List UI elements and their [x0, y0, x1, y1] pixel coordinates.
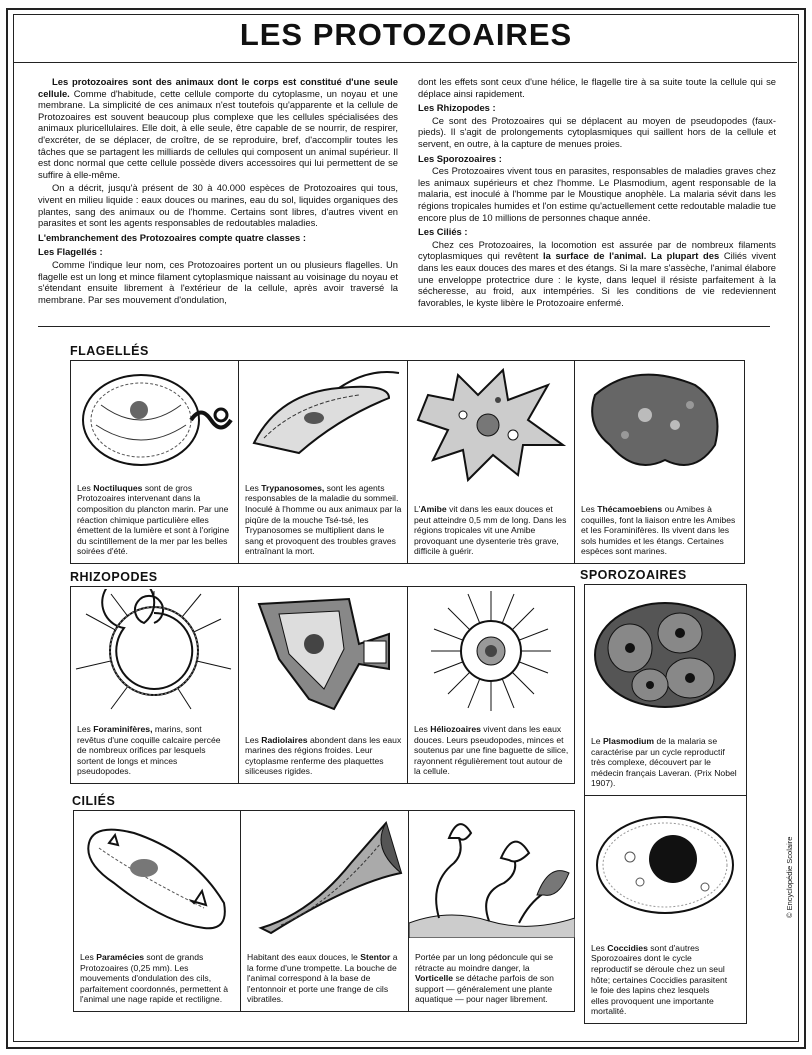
card-noctiluques	[71, 361, 238, 563]
intro-left-column	[38, 76, 398, 307]
card-foraminiferes	[71, 587, 238, 783]
cilies-paragraph-a: Chez ces Protozoaires, la locomotion est assurée par de nombreux filaments cytoplasmiques qui revêtent	[418, 238, 776, 262]
sporozoaires-heading: Les Sporozoaires :	[418, 152, 502, 164]
card-trypanosomes	[238, 361, 408, 563]
section-title-sporozoaires: SPOROZOAIRES	[580, 568, 687, 582]
stentor-illustration	[241, 813, 409, 938]
card-vorticelle	[408, 811, 575, 1011]
section-title-cilies: CILIÉS	[72, 794, 116, 808]
card-heliozoaires	[407, 587, 575, 783]
card-radiolaires	[238, 587, 408, 783]
intro-lead-rest: Comme d'habitude, cette cellule comporte du cytoplasme, un noyau et une membrane. La simplicité de ces animaux n'est toutefois qu'apparente et la cellule de Protozoaires est souvent beaucoup plus complexe que les cellules spécialisées des animaux pluricellulaires. Elle doit, à elle seule, être capable de se nourrir, de respirer, d'excréter, de se déplacer, de croître, de se reproduire, bref, d'accomplir toutes les tâches que se partagent les milliards de cellules qui composent un animal supérieur. Il est donc normal que cette cellule possède divers accessoires qui lui permettent de se suffire à elle-même.	[38, 87, 398, 180]
thecamoebien-illustration	[575, 365, 745, 480]
flagelles-paragraph-cont: dont les effets sont ceux d'une hélice, le flagelle tire à sa suite toute la cellule qui se déplace ainsi rapidement.	[418, 76, 776, 99]
foraminifere-illustration	[71, 589, 238, 714]
card-coccidies	[585, 795, 746, 1023]
intro-lead-bold: Les protozoaires sont des animaux dont le corps est constitué d'une seule cellule.	[38, 76, 398, 99]
section-title-rhizopodes: RHIZOPODES	[70, 570, 158, 584]
title-divider	[13, 62, 797, 63]
intro-paragraph-2: On a décrit, jusqu'à présent de 30 à 40.000 espèces de Protozoaires qui tous, vivent en milieu liquide : eaux douces ou marines, eau du sol, liquides organiques des plantes, sang des animaux ou de l'homme. Certains sont libres, d'autres vivent en parasites et sont les agents responsables de redoutables maladies.	[38, 182, 398, 229]
plasmodium-illustration	[585, 593, 746, 723]
section-title-flagelles: FLAGELLÉS	[70, 344, 149, 358]
card-plasmodium	[585, 585, 746, 796]
caption-coccidies: Les Coccidies sont d'autres Sporozoaires dont le cycle reproductif se déroule chez un seul hôte; certaines Coccidies parasitent le foie des lapins chez lesquels elles provoquent une importante mortalité.	[591, 942, 728, 1017]
paramecie-illustration	[74, 813, 240, 938]
cilies-heading: Les Ciliés :	[418, 226, 468, 238]
intro-paragraph-1	[38, 76, 398, 180]
sporozoaires-paragraph: Ces Protozoaires vivent tous en parasites, responsables de maladies graves chez les animaux supérieurs et chez l'homme. Le Plasmodium, agent responsable de la malaria, est inoculé à l'homme par le Moustique anophèle. La malaria sévit dans les régions tropicales humides et l'on estime qu'actuellement cette redoutable maladie tue encore plus de 10 millions de personnes chaque année.	[418, 165, 776, 223]
coccidie-illustration	[585, 807, 746, 927]
card-amibe	[407, 361, 575, 563]
caption-thecamoebiens: Les Thécamoebiens ou Amibes à coquilles, font la liaison entre les Amibes et les Foraminifères. Ils vivent dans les sols humides et les étangs. Certaines espèces sont marines.	[581, 504, 736, 557]
noctiluque-illustration	[71, 365, 238, 475]
cilies-paragraph-b: Ciliés vivent dans les eaux douces des mares et des étangs. Si la mare s'assèche, l'animal élabore une enveloppe protectrice dure : le kyste, dans lequel il résiste parfaitement à la sécheresse, au froid, aux intempéries. Si les conditions de vie redeviennent favorables, le kyste libère le Protozoaire enfermé.	[418, 250, 776, 308]
rhizopodes-panel	[70, 586, 575, 784]
caption-radiolaires: Les Radiolaires abondent dans les eaux marines des régions froides. Leur cytoplasme renferme des plaquettes siliceuses rigides.	[245, 734, 402, 777]
radiolaire-illustration	[239, 589, 408, 714]
card-paramecies	[74, 811, 240, 1011]
classes-heading: L'embranchement des Protozoaires compte quatre classes :	[38, 231, 306, 243]
caption-amibe: L'Amibe vit dans les eaux douces et peut atteindre 0,5 mm de long. Dans les régions tropicales vit une Amibe provoquant une dysenterie très grave, difficile à guérir.	[414, 504, 567, 557]
intro-right-column	[418, 76, 776, 310]
card-stentor	[240, 811, 409, 1011]
section-divider	[38, 326, 770, 327]
caption-noctiluques: Les Noctiluques sont de gros Protozoaires intervenant dans la composition du plancton marin. Par une réaction chimique particulière elles émettent de la lumière et sont à l'origine du scintillement de la mer par les belles soirées d'été.	[77, 482, 230, 557]
cilies-paragraph-bold: la surface de l'animal. La plupart des	[543, 250, 720, 262]
card-thecamoebiens	[574, 361, 745, 563]
cilies-paragraph	[418, 239, 776, 309]
flagelles-heading: Les Flagellés :	[38, 246, 103, 258]
caption-vorticelle: Portée par un long pédoncule qui se rétracte au moindre danger, la Vorticelle se détache parfois de son support — généralement une plante aquatique — pour nager librement.	[415, 952, 554, 1005]
flagelles-paragraph: Comme l'indique leur nom, ces Protozoaires portent un ou plusieurs flagelles. Un flagelle est un long et mince filament cytoplasmique naissant au voisinage du noyau et s'étendant ensuite librement à l'extérieur de la cellule, après avoir traversé la membrane. Par ses mouvement d'ondulation,	[38, 258, 398, 305]
caption-foraminiferes: Les Foraminifères, marins, sont revêtus d'une coquille calcaire percée de nombreux orifices par lesquels sortent de longs et minces pseudopodes.	[77, 724, 221, 777]
caption-plasmodium: Le Plasmodium de la malaria se caractérise par un cycle reproductif très complexe, découvert par le médecin français Laveran. (Prix Nobel 1907).	[591, 736, 737, 789]
amibe-illustration	[408, 365, 575, 485]
caption-trypanosomes: Les Trypanosomes, sont les agents responsables de la maladie du sommeil. Inoculé à l'homme ou aux animaux par la piqûre de la mouche Tsé-tsé, les Trypanosomes se multiplient dans le sang et provoquent des troubles graves entraînant la mort.	[245, 482, 402, 557]
caption-heliozoaires: Les Héliozoaires vivent dans les eaux douces. Leurs pseudopodes, minces et soutenus par une fine baguette de silice, rayonnent régulièrement tout autour de la cellule.	[414, 724, 569, 777]
copyright-notice: © Encyclopédie Scolaire	[785, 836, 794, 918]
heliozoaire-illustration	[408, 589, 575, 714]
flagelles-panel	[70, 360, 745, 564]
cilies-panel	[73, 810, 575, 1012]
rhizopodes-heading: Les Rhizopodes :	[418, 102, 496, 114]
rhizopodes-paragraph: Ce sont des Protozoaires qui se déplacent au moyen de pseudopodes (faux-pieds). Il s'agit de prolongements cytoplasmiques qui saillent hors de la cellule et servent, en outre, à la capture de menues proies.	[418, 114, 776, 149]
caption-stentor: Habitant des eaux douces, le Stentor a la forme d'une trompette. La bouche de l'animal correspond à la base de l'entonnoir et porte une frange de cils vibratiles.	[247, 952, 398, 1005]
sporozoaires-panel	[584, 584, 747, 1024]
trypanosome-illustration	[239, 363, 408, 473]
vorticelle-illustration	[409, 813, 575, 938]
page-title: LES PROTOZOAIRES	[239, 17, 573, 52]
caption-paramecies: Les Paramécies sont de grands Protozoaires (0,25 mm). Les mouvements d'ondulation des cils, parfaitement coordonnés, permettent à l'animal une nage rapide et rectiligne.	[80, 952, 229, 1005]
